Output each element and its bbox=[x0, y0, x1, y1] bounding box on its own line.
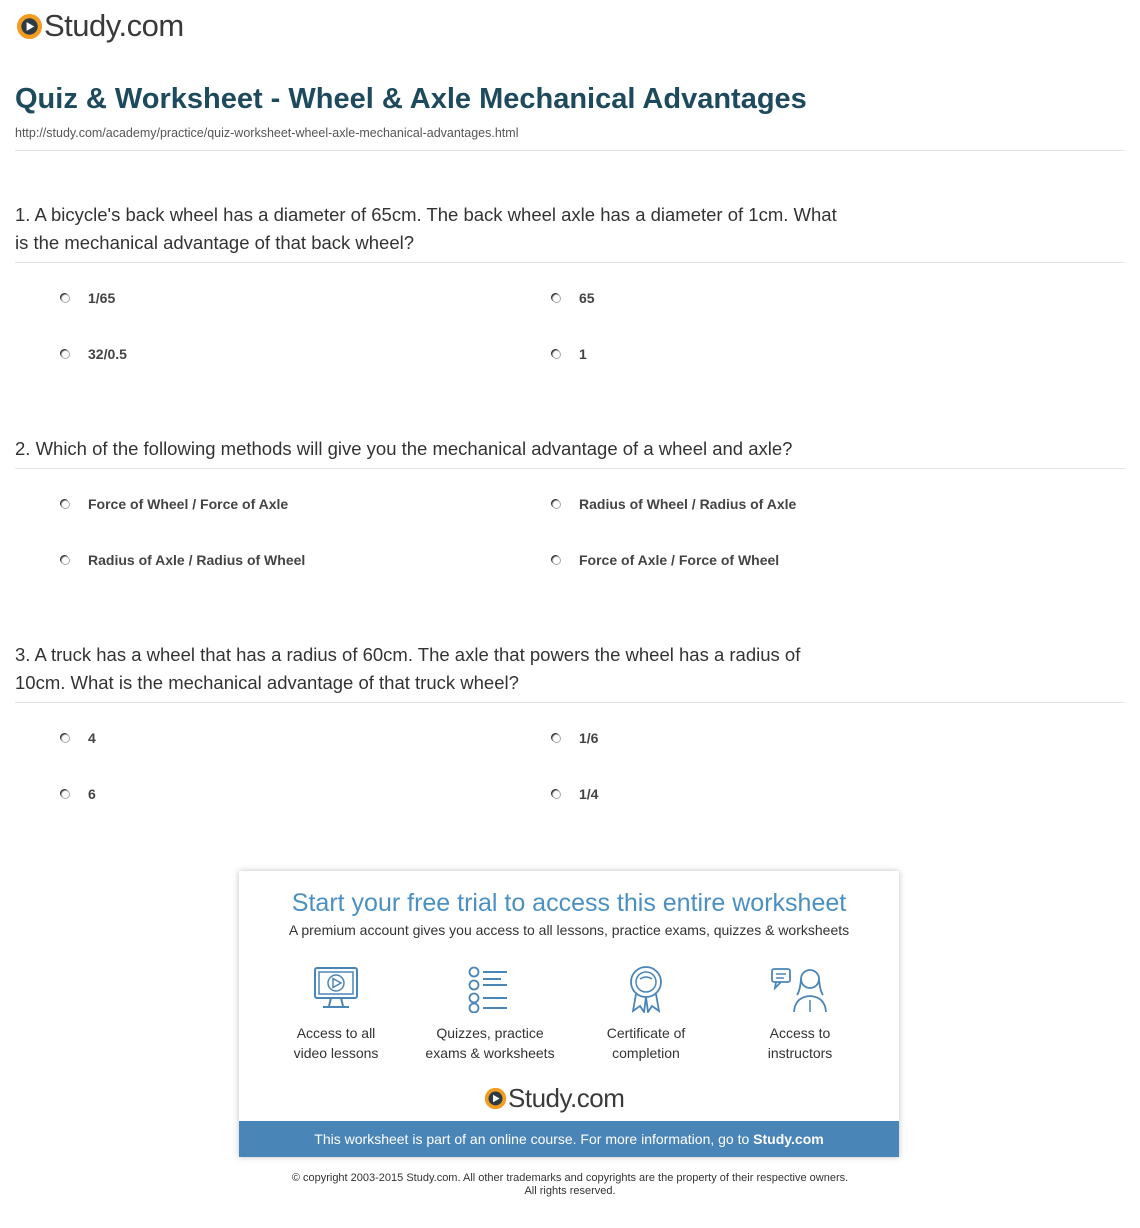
radio-button[interactable] bbox=[552, 500, 561, 509]
answer-option[interactable] bbox=[61, 552, 305, 568]
feature-label: Quizzes, practice bbox=[436, 1025, 544, 1041]
option-label: 6 bbox=[88, 786, 96, 802]
answer-option[interactable] bbox=[552, 496, 796, 512]
banner-text: This worksheet is part of an online course. For more information, go to bbox=[314, 1131, 754, 1147]
answer-option[interactable] bbox=[61, 346, 127, 362]
radio-button[interactable] bbox=[552, 734, 561, 743]
feature-label: Certificate of bbox=[606, 1025, 686, 1041]
radio-button[interactable] bbox=[61, 500, 70, 509]
question-2 bbox=[15, 435, 925, 463]
answer-option[interactable] bbox=[552, 786, 598, 802]
option-label: 1/65 bbox=[88, 290, 116, 306]
option-label: 65 bbox=[579, 290, 595, 306]
radio-button[interactable] bbox=[552, 790, 561, 799]
feature-label: Access to all bbox=[296, 1025, 376, 1041]
radio-button[interactable] bbox=[61, 790, 70, 799]
radio-button[interactable] bbox=[61, 294, 70, 303]
feature-instructors bbox=[725, 965, 875, 1063]
trial-title[interactable]: Start your free trial to access this entire worksheet bbox=[291, 889, 847, 917]
logo-text: Study.com bbox=[44, 8, 184, 43]
answer-option[interactable] bbox=[552, 730, 598, 746]
radio-button[interactable] bbox=[61, 350, 70, 359]
logo-text: Study.com bbox=[508, 1083, 625, 1113]
radio-button[interactable] bbox=[61, 734, 70, 743]
feature-label: exams & worksheets bbox=[425, 1045, 555, 1061]
copyright-footer bbox=[0, 1172, 1140, 1198]
study-logo[interactable] bbox=[16, 9, 184, 43]
answer-option[interactable] bbox=[552, 290, 595, 306]
question-1 bbox=[15, 201, 925, 257]
option-label: Radius of Axle / Radius of Wheel bbox=[88, 552, 306, 568]
option-label: 32/0.5 bbox=[88, 346, 127, 362]
answer-option[interactable] bbox=[61, 786, 96, 802]
certificate-ribbon-icon bbox=[621, 965, 671, 1013]
question-text: is the mechanical advantage of that back wheel? bbox=[15, 232, 415, 253]
question-text: 10cm. What is the mechanical advantage of that truck wheel? bbox=[15, 672, 519, 693]
question-text: 3. A truck has a wheel that has a radius of 60cm. The axle that powers the wheel has a radius of bbox=[15, 644, 801, 665]
copyright-text: All rights reserved. bbox=[524, 1185, 616, 1197]
answer-option[interactable] bbox=[61, 496, 288, 512]
divider bbox=[15, 262, 1125, 263]
page-url: http://study.com/academy/practice/quiz-worksheet-wheel-axle-mechanical-advantages.html bbox=[15, 126, 519, 140]
divider bbox=[15, 150, 1125, 151]
video-monitor-icon bbox=[311, 965, 361, 1013]
option-label: 1 bbox=[579, 346, 587, 362]
question-3 bbox=[15, 641, 925, 697]
question-text: 1. A bicycle's back wheel has a diameter of 65cm. The back wheel axle has a diameter of 1cm. What bbox=[15, 204, 837, 225]
divider bbox=[15, 702, 1125, 703]
banner-link[interactable]: Study.com bbox=[753, 1131, 824, 1147]
radio-button[interactable] bbox=[552, 350, 561, 359]
option-label: Radius of Wheel / Radius of Axle bbox=[579, 496, 797, 512]
radio-button[interactable] bbox=[552, 556, 561, 565]
feature-label: video lessons bbox=[293, 1045, 379, 1061]
feature-label: instructors bbox=[767, 1045, 833, 1061]
feature-certificate bbox=[571, 965, 721, 1063]
free-trial-panel bbox=[239, 871, 899, 1157]
question-text: 2. Which of the following methods will give you the mechanical advantage of a wheel and axle? bbox=[15, 438, 793, 459]
option-label: 1/6 bbox=[579, 730, 599, 746]
study-logo-footer[interactable] bbox=[484, 1083, 624, 1113]
checklist-icon bbox=[465, 965, 515, 1013]
radio-button[interactable] bbox=[61, 556, 70, 565]
trial-subtitle: A premium account gives you access to all lessons, practice exams, quizzes & worksheets bbox=[288, 922, 850, 938]
option-label: Force of Axle / Force of Wheel bbox=[579, 552, 780, 568]
page-title: Quiz & Worksheet - Wheel & Axle Mechanical Advantages bbox=[15, 83, 807, 115]
answer-option[interactable] bbox=[61, 290, 115, 306]
instructor-chat-icon bbox=[770, 965, 830, 1013]
feature-quizzes bbox=[415, 965, 565, 1063]
option-label: 1/4 bbox=[579, 786, 599, 802]
option-label: Force of Wheel / Force of Axle bbox=[88, 496, 289, 512]
course-info-banner bbox=[239, 1121, 899, 1157]
play-logo-icon bbox=[16, 13, 43, 40]
feature-video-lessons bbox=[261, 965, 411, 1063]
play-logo-icon bbox=[484, 1087, 507, 1110]
radio-button[interactable] bbox=[552, 294, 561, 303]
option-label: 4 bbox=[88, 730, 96, 746]
copyright-text: © copyright 2003-2015 Study.com. All other trademarks and copyrights are the property of their respective owners. bbox=[291, 1172, 849, 1184]
divider bbox=[15, 468, 1125, 469]
feature-label: completion bbox=[612, 1045, 680, 1061]
answer-option[interactable] bbox=[61, 730, 96, 746]
answer-option[interactable] bbox=[552, 346, 587, 362]
answer-option[interactable] bbox=[552, 552, 779, 568]
feature-label: Access to bbox=[769, 1025, 831, 1041]
